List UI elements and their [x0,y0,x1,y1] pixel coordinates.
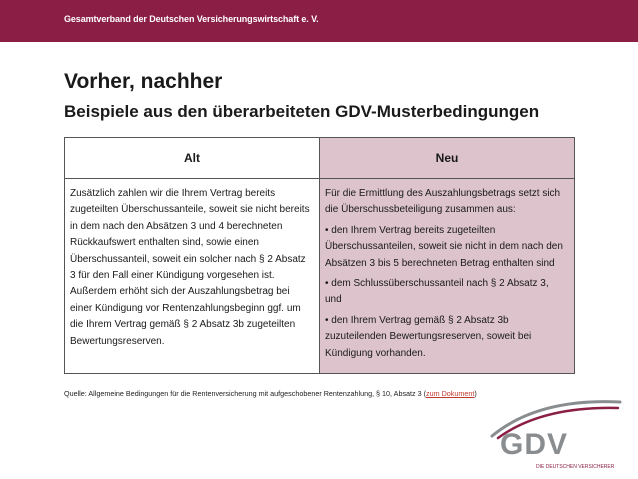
new-clause-bullet: • den Ihrem Vertrag gemäß § 2 Absatz 3b zuzuteilenden Bewertungsreserven, soweit bei Kündigung vorhanden. [325,314,532,359]
source-note [64,389,477,398]
comparison-table [64,137,575,374]
new-clause-bullet: • dem Schlussüberschussanteil nach § 2 Absatz 3, und [325,278,549,306]
organization-name: Gesamtverband der Deutschen Versicherungswirtschaft e. V. [64,14,319,24]
source-close: ) [474,389,477,398]
logo-wordmark: GDV [500,428,569,461]
new-clause-intro: Für die Ermittlung des Auszahlungsbetrags setzt sich die Überschussbeteiligung zusammen aus: [325,188,561,216]
slide-subtitle: Beispiele aus den überarbeiteten GDV-Musterbedingungen [64,102,540,121]
old-clause-text: Zusätzlich zahlen wir die Ihrem Vertrag bereits zugeteilten Überschussanteile, soweit sie nicht bereits in dem nach den Absätzen 3 und 4 berechneten Rückkaufswert enthalten sind, sowie einen Überschussanteil, soweit ein solcher nach § 2 Absatz 3 für den Fall einer Kündigung vorgesehen ist. Außerdem erhöht sich der Auszahlungsbetrag bei einer Kündigung vor Rentenzahlungsbeginn ggf. um die Ihrem Vertrag gemäß § 2 Absatz 3b zugeteilten Bewertungsreserven. [70,188,310,347]
header-bar [0,0,638,42]
new-clause-cell [320,179,575,374]
source-text: Quelle: Allgemeine Bedingungen für die Rentenversicherung mit aufgeschobener Rentenzahlung, § 10, Absatz 3 ( [64,389,427,398]
table-row [65,179,575,374]
column-header-new: Neu [320,138,575,179]
column-header-old: Alt [65,138,320,179]
document-link[interactable]: zum Dokument [426,389,475,398]
old-clause-cell [65,179,320,374]
new-clause-bullet: • den Ihrem Vertrag bereits zugeteilten Überschussanteilen, soweit sie nicht in dem nach den Absätzen 3 bis 5 berechneten Betrag enthalten sind [325,224,563,269]
slide-title: Vorher, nachher [64,70,223,93]
gdv-logo [478,392,628,472]
table-header-row [65,138,575,179]
logo-tagline: DIE DEUTSCHEN VERSICHERER [536,464,615,470]
